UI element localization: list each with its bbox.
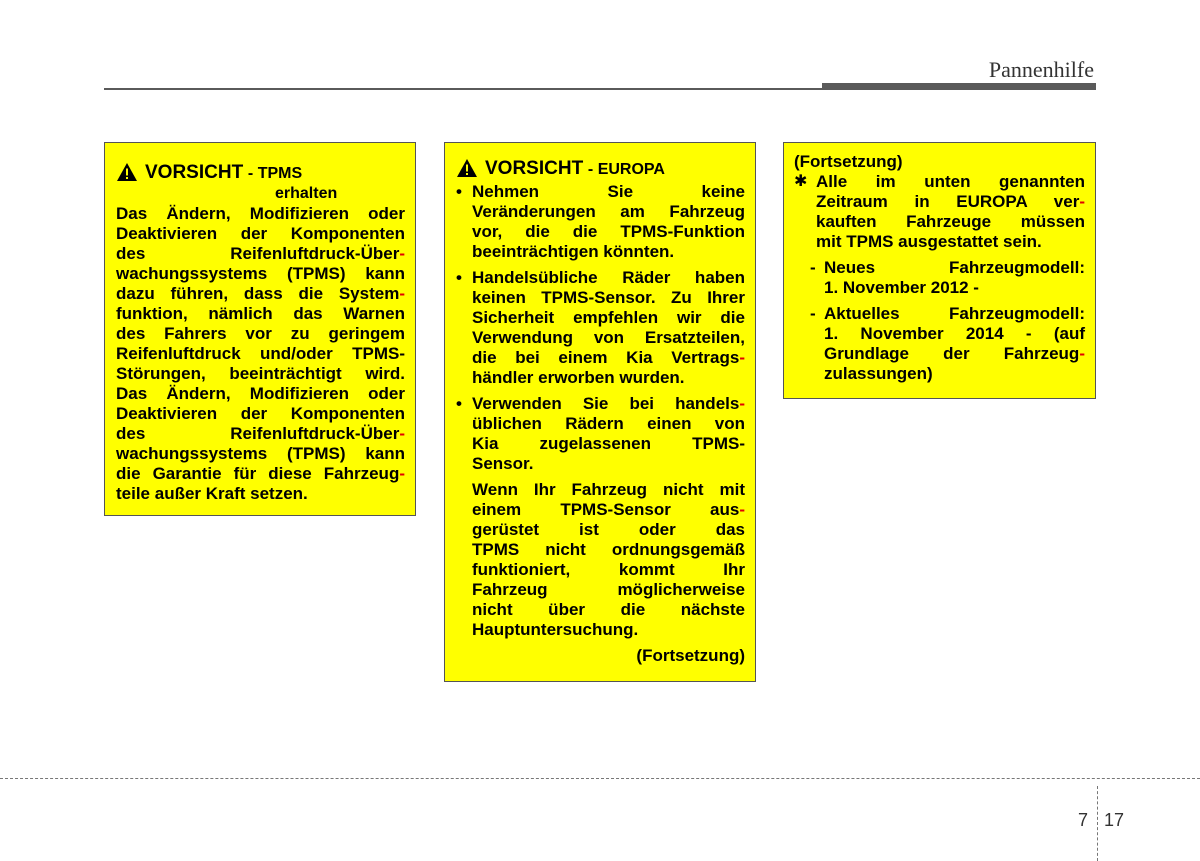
text-line: die bei einem Kia Vertrags- (472, 348, 745, 367)
text-line: Zeitraum in EUROPA ver- (816, 192, 1085, 211)
text-line: funktion, nämlich das Warnen (116, 304, 405, 323)
text-line: Das Ändern, Modifizieren oder (116, 384, 405, 403)
caution-box-europa (444, 142, 756, 682)
caution-heading: VORSICHT - TPMS (116, 163, 405, 184)
text-line: zulassungen) (824, 364, 933, 383)
text-line: beeinträchtigen könnten. (472, 242, 675, 261)
text-line: die Garantie für diese Fahrzeug- (116, 464, 405, 483)
warning-triangle-icon (116, 162, 138, 182)
caution-heading-topic: EUROPA (597, 161, 665, 178)
date-item: - Aktuelles Fahrzeugmodell: 1. November 2014 - (auf Grundlage der Fahrzeug- zulassungen) (810, 304, 1085, 383)
caution-heading: VORSICHT - EUROPA (456, 159, 745, 180)
text-line: 1. November 2012 - (824, 278, 979, 297)
text-line: nicht über die nächste (472, 600, 745, 619)
text-line: TPMS nicht ordnungsgemäß (472, 540, 745, 559)
header-rule-accent (822, 83, 1096, 90)
text-line: wachungssystems (TPMS) kann (116, 264, 405, 283)
text-line: Sensor. (472, 454, 534, 473)
text-line: Deaktivieren der Komponenten (116, 224, 405, 243)
text-line: des Fahrers vor zu geringem (116, 324, 405, 343)
text-line: Störungen, beeinträchtigt wird. (116, 364, 405, 383)
text-line: Handelsübliche Räder haben (472, 268, 745, 287)
continued-note: (Fortsetzung) (636, 646, 745, 665)
text-line: Sicherheit empfehlen wir die (472, 308, 745, 327)
asterisk-icon: ✱ (794, 173, 808, 190)
text-line: Hauptuntersuchung. (472, 620, 639, 639)
text-line: Deaktivieren der Komponenten (116, 404, 405, 423)
bullet-item: • Verwenden Sie bei handels- üblichen Rädern einen von Kia zugelassenen TPMS- Sensor. (456, 394, 745, 473)
star-note (794, 172, 1085, 252)
text-line: Alle im unten genannten (816, 172, 1085, 191)
text-line: Neues Fahrzeugmodell: (824, 258, 1085, 277)
text-line: Verwenden Sie bei handels- (472, 394, 745, 413)
running-header-title: Pannenhilfe (988, 57, 1094, 82)
text-line: üblichen Rädern einen von (472, 414, 745, 433)
date-item: - Neues Fahrzeugmodell: 1. November 2012 - (810, 258, 1085, 297)
text-line: Grundlage der Fahrzeug- (824, 344, 1085, 363)
text-line: dazu führen, dass die System- (116, 284, 405, 303)
warning-triangle-icon (456, 158, 478, 178)
caution-heading-topic: TPMS (257, 165, 303, 182)
caution-heading-text: VORSICHT (485, 158, 584, 179)
caution-heading-text: VORSICHT (145, 162, 244, 183)
text-line: Wenn Ihr Fahrzeug nicht mit (472, 480, 745, 499)
text-line: einem TPMS-Sensor aus- (472, 500, 745, 519)
paragraph (472, 480, 745, 640)
text-line: Reifenluftdruck und/oder TPMS- (116, 344, 405, 363)
text-line: händler erworben wurden. (472, 368, 685, 387)
continued-note: (Fortsetzung) (794, 152, 903, 171)
text-line: mit TPMS ausgestattet sein. (816, 232, 1042, 251)
text-line: gerüstet ist oder das (472, 520, 745, 539)
text-line: Aktuelles Fahrzeugmodell: (824, 304, 1085, 323)
text-line: Das Ändern, Modifizieren oder (116, 204, 405, 223)
text-line: Verwendung von Ersatzteilen, (472, 328, 745, 347)
text-line: des Reifenluftdruck-Über- (116, 244, 405, 263)
text-line: Veränderungen am Fahrzeug (472, 202, 745, 221)
text-line: keinen TPMS-Sensor. Zu Ihrer (472, 288, 745, 307)
note-box-continued (783, 142, 1096, 399)
text-line: Fahrzeug möglicherweise (472, 580, 745, 599)
page-chapter-number: 7 (1078, 810, 1089, 830)
text-line: kauften Fahrzeuge müssen (816, 212, 1085, 231)
footer-rule (0, 778, 1200, 779)
text-line: vor, die die TPMS-Funktion (472, 222, 745, 241)
footer-divider (1097, 786, 1098, 861)
text-line: des Reifenluftdruck-Über- (116, 424, 405, 443)
page-number: 17 (1104, 810, 1125, 830)
text-line: teile außer Kraft setzen. (116, 484, 308, 503)
text-line: Nehmen Sie keine (472, 182, 745, 201)
text-line: Kia zugelassenen TPMS- (472, 434, 745, 453)
text-line: funktioniert, kommt Ihr (472, 560, 745, 579)
caution-heading-topic-cont: erhalten (275, 185, 338, 202)
bullet-item: • Nehmen Sie keine Veränderungen am Fahrzeug vor, die die TPMS-Funktion beeinträchtigen könnten. (456, 182, 745, 261)
text-line: wachungssystems (TPMS) kann (116, 444, 405, 463)
bullet-item: • Handelsübliche Räder haben keinen TPMS-Sensor. Zu Ihrer Sicherheit empfehlen wir die Verwendung von Ersatzteilen, die bei einem Kia Vertrags- händler erworben wurden. (456, 268, 745, 387)
text-line: 1. November 2014 - (auf (824, 324, 1085, 343)
caution-box-tpms (104, 142, 416, 516)
